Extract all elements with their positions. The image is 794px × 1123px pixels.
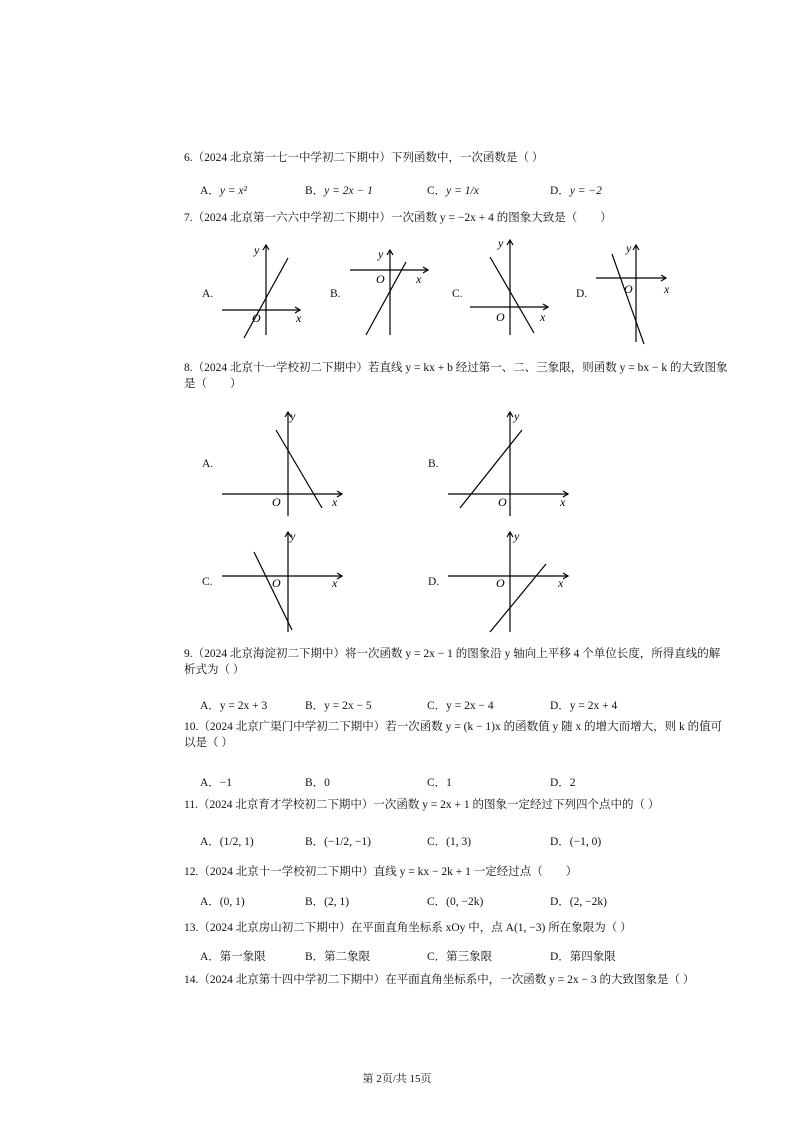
graph-label-a: A. [202, 288, 214, 300]
option-b: B．第二象限 [305, 951, 371, 963]
question-9: 9.（2024 北京海淀初二下期中）将一次函数 y = 2x − 1 的图象沿 y 轴向上平移 4 个单位长度，所得直线的解 析式为（ ） [184, 648, 721, 676]
graph-label-a: A. [202, 458, 214, 470]
option-a: A．−1 [200, 777, 233, 789]
svg-text:y: y [514, 409, 520, 423]
question-13: 13.（2024 北京房山初二下期中）在平面直角坐标系 xOy 中，点 A(1, −3) 所在象限为（ ） [184, 922, 632, 934]
svg-text:x: x [558, 576, 564, 590]
svg-text:O: O [272, 576, 281, 590]
svg-text:O: O [376, 272, 385, 286]
option-c: C．(1, 3) [427, 836, 472, 848]
svg-text:x: x [416, 272, 422, 286]
graph-label-d: D. [428, 576, 440, 588]
svg-text:y: y [498, 236, 504, 250]
question-12: 12.（2024 北京十一学校初二下期中）直线 y = kx − 2k + 1 一定经过点（ ） [184, 866, 578, 878]
option-b: B．y = 2x − 1 [305, 185, 373, 197]
graph-8b [448, 408, 578, 518]
option-a: A．y = x² [200, 185, 247, 197]
svg-text:y: y [290, 529, 296, 543]
option-c: C．y = 1/x [427, 185, 479, 197]
svg-text:O: O [496, 576, 505, 590]
svg-text:O: O [272, 495, 281, 509]
option-a: A．(0, 1) [200, 896, 245, 908]
svg-text:y: y [254, 243, 260, 257]
svg-text:y: y [626, 241, 632, 255]
svg-text:y: y [290, 409, 296, 423]
svg-text:y: y [514, 529, 520, 543]
option-a: A．第一象限 [200, 951, 266, 963]
option-b: B．(−1/2, −1) [305, 836, 371, 848]
option-d: D．(2, −2k) [550, 896, 607, 908]
question-8: 8.（2024 北京十一学校初二下期中）若直线 y = kx + b 经过第一、二、三象限，则函数 y = bx − k 的大致图象 是（ ） [184, 362, 728, 390]
question-14: 14.（2024 北京第十四中学初二下期中）在平面直角坐标系中，一次函数 y = 2x − 3 的大致图象是（ ） [184, 974, 695, 986]
svg-text:x: x [560, 495, 566, 509]
option-c: C．(0, −2k) [427, 896, 484, 908]
svg-text:O: O [252, 311, 261, 325]
graph-7b [348, 240, 438, 340]
option-d: D．(−1, 0) [550, 836, 602, 848]
option-a: A．(1/2, 1) [200, 836, 254, 848]
graph-label-b: B. [330, 288, 341, 300]
svg-text:O: O [624, 282, 633, 296]
option-c: C．y = 2x − 4 [427, 700, 494, 712]
option-c: C．第三象限 [427, 951, 493, 963]
graph-7d [596, 240, 686, 345]
graph-7c [470, 235, 560, 340]
graph-8d [448, 528, 578, 634]
question-10: 10.（2024 北京广渠门中学初二下期中）若一次函数 y = (k − 1)x 的函数值 y 随 x 的增大而增大，则 k 的值可 以是（ ） [184, 721, 723, 749]
option-d: D．2 [550, 777, 576, 789]
option-d: D．第四象限 [550, 951, 616, 963]
svg-text:y: y [378, 247, 384, 261]
question-7: 7.（2024 北京第一六六中学初二下期中）一次函数 y = −2x + 4 的图象大致是（ ） [184, 212, 612, 224]
option-b: B．y = 2x − 5 [305, 700, 372, 712]
page-footer: 第 2页/共 15页 [362, 1073, 432, 1085]
graph-label-c: C. [452, 288, 463, 300]
graph-label-d: D. [576, 288, 588, 300]
graph-8a [222, 408, 352, 518]
svg-text:x: x [540, 310, 546, 324]
option-a: A．y = 2x + 3 [200, 700, 268, 712]
option-b: B．0 [305, 777, 330, 789]
svg-text:x: x [332, 576, 338, 590]
svg-text:x: x [332, 495, 338, 509]
svg-text:x: x [296, 311, 302, 325]
svg-text:O: O [496, 310, 505, 324]
option-d: D．y = 2x + 4 [550, 700, 618, 712]
option-c: C．1 [427, 777, 452, 789]
graph-label-b: B. [428, 458, 439, 470]
svg-text:x: x [664, 282, 670, 296]
question-6 [184, 150, 759, 166]
option-b: B．(2, 1) [305, 896, 350, 908]
graph-7a [222, 240, 312, 340]
graph-label-c: C. [202, 576, 213, 588]
svg-text:O: O [498, 495, 507, 509]
question-number: 6. [184, 152, 193, 164]
option-d: D．y = −2 [550, 185, 602, 197]
graph-8c [222, 528, 352, 634]
question-11: 11.（2024 北京育才学校初二下期中）一次函数 y = 2x + 1 的图象一定经过下列四个点中的（ ） [184, 799, 660, 811]
question-stem: （2024 北京第一七一中学初二下期中）下列函数中，一次函数是（ ） [192, 152, 544, 164]
